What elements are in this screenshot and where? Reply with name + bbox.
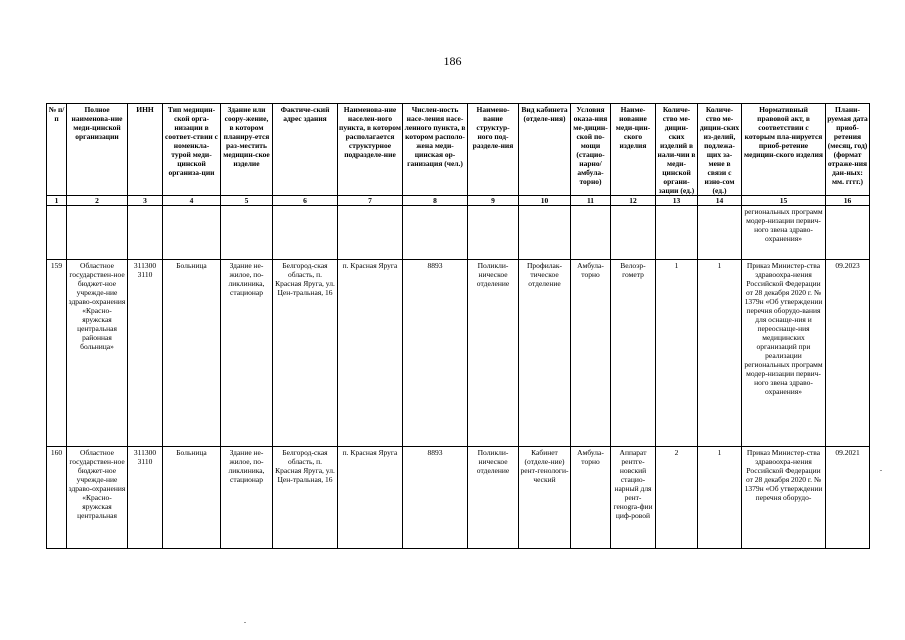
col-header-device: Наиме-нование меди-цин-ского изделия (611, 104, 656, 196)
col-header-type: Тип медицин-ской орга-низации в соответ-ствии с номенкла-турой меди-цинской организа-ции (163, 104, 221, 196)
column-number: 5 (221, 196, 273, 206)
equipment-table (46, 103, 870, 549)
column-number: 8 (403, 196, 468, 206)
cell-inn: 311300 3110 (128, 260, 163, 447)
col-header-cabinet: Вид кабинета (отделе-ния) (519, 104, 571, 196)
table-row (47, 447, 870, 549)
column-number: 9 (468, 196, 519, 206)
col-header-qty-have: Количе-ство ме-дицин-ских изделий в нали-чии в меди-цинской органи-зации (ед.) (656, 104, 698, 196)
cell-type: Больница (163, 447, 221, 549)
cell-cabinet: Кабинет (отделе-ние) рент-генологи-ческий (519, 447, 571, 549)
column-number: 3 (128, 196, 163, 206)
cell-conditions: Амбула-торно (571, 260, 611, 447)
col-header-building: Здание или соору-жение, в котором планиру-ется раз-местить медицин-ское изделие (221, 104, 273, 196)
cell-building: Здание не-жилое, по-ликлиника, стационар (221, 260, 273, 447)
cell-locality: п. Красная Яруга (338, 447, 403, 549)
column-number: 1 (47, 196, 67, 206)
cell-unit: Поликли-ническое отделение (468, 260, 519, 447)
column-number: 2 (67, 196, 128, 206)
cell-qty-have: 2 (656, 447, 698, 549)
col-header-population: Числен-ность насе-ления насе-ленного пункта, в котором располо-жена меди-цинская ор-ганизация (чел.) (403, 104, 468, 196)
column-number: 16 (826, 196, 870, 206)
col-header-act: Нормативный правовой акт, в соответствии с которым пла-нируется приоб-ретение медицин-ского изделия (742, 104, 826, 196)
header-row (47, 104, 870, 196)
table-row-continuation (47, 206, 870, 260)
column-number-row (47, 196, 870, 206)
column-number: 12 (611, 196, 656, 206)
cell-qty-replace: 1 (698, 447, 742, 549)
column-number: 13 (656, 196, 698, 206)
cell-cabinet: Профилак-тическое отделение (519, 260, 571, 447)
cell-type: Больница (163, 260, 221, 447)
col-header-address: Фактиче-ский адрес здания (273, 104, 338, 196)
cell-act: Приказ Министер-ства здравоохра-нения Российской Федерации от 28 декабря 2020 г. № 1379н «Об утверждении перечня оборудо-вания для оснаще-ния и переоснаще-ния медицинских организаций при реализации региональных программ модер-низации первич-ного звена здраво-охранения» (742, 260, 826, 447)
cell-inn: 311300 3110 (128, 447, 163, 549)
col-header-inn: ИНН (128, 104, 163, 196)
cell-qty-replace: 1 (698, 260, 742, 447)
cell-qty-have: 1 (656, 260, 698, 447)
cell-device: Велоэр-гометр (611, 260, 656, 447)
page-number: 186 (443, 54, 462, 68)
column-number: 11 (571, 196, 611, 206)
column-number: 14 (698, 196, 742, 206)
column-number: 6 (273, 196, 338, 206)
column-number: 15 (742, 196, 826, 206)
cell-building: Здание не-жилое, по-ликлиника, стационар (221, 447, 273, 549)
cell-address: Белгород-ская область, п. Красная Яруга, ул. Цен-тральная, 16 (273, 447, 338, 549)
cell-num: 159 (47, 260, 67, 447)
cell-device: Аппарат рентге-новский стацио-нарный для рент-генogra-фии циф-ровой (611, 447, 656, 549)
column-number: 10 (519, 196, 571, 206)
column-number: 4 (163, 196, 221, 206)
col-header-unit: Наимено-вание структур-ного под-разделе-ния (468, 104, 519, 196)
table-row (47, 260, 870, 447)
col-header-conditions: Условия оказа-ния ме-дицин-ской по-мощи (стацио-нарно/ амбула-торно) (571, 104, 611, 196)
col-header-num: № п/п (47, 104, 67, 196)
col-header-locality: Наименова-ние населен-ного пункта, в котором располагается структурное подразделе-ние (338, 104, 403, 196)
scan-speck (880, 470, 882, 471)
cell-date: 09.2023 (826, 260, 870, 447)
cell-locality: п. Красная Яруга (338, 260, 403, 447)
scan-speck (244, 622, 246, 623)
cell-act: Приказ Министер-ства здравоохра-нения Российской Федерации от 28 декабря 2020 г. № 1379н «Об утверждении перечня оборудо- (742, 447, 826, 549)
cell-date: 09.2021 (826, 447, 870, 549)
cell-address: Белгород-ская область, п. Красная Яруга, ул. Цен-тральная, 16 (273, 260, 338, 447)
cell-org: Областное государствен-ное бюджет-ное учрежде-ние здраво-охранения «Красно-яружская центральная районная больница» (67, 260, 128, 447)
cell-unit: Поликли-ническое отделение (468, 447, 519, 549)
cell-population: 8893 (403, 447, 468, 549)
col-header-qty-replace: Количе-ство ме-дицин-ских из-делий, подлежа-щих за-мене в связи с изно-сом (ед.) (698, 104, 742, 196)
cell-conditions: Амбула-торно (571, 447, 611, 549)
cell-num: 160 (47, 447, 67, 549)
col-header-org: Полное наименова-ние меди-цинской организации (67, 104, 128, 196)
cell-org: Областное государствен-ное бюджет-ное учрежде-ние здраво-охранения «Красно-яружская центральная (67, 447, 128, 549)
col-header-date: Плани-руемая дата приоб-ретения (месяц, год) (формат отраже-ния дан-ных: мм. гггг.) (826, 104, 870, 196)
column-number: 7 (338, 196, 403, 206)
cell-population: 8893 (403, 260, 468, 447)
cell-act: региональных программ модер-низации первич-ного звена здраво-охранения» (742, 206, 826, 260)
